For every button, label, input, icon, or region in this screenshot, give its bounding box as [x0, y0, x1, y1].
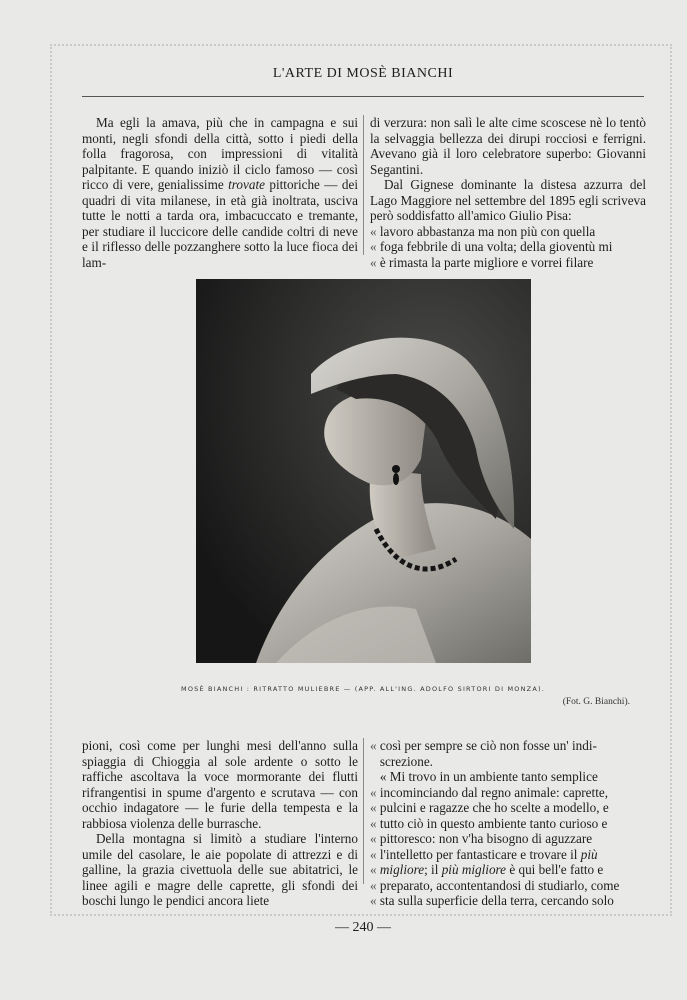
quote-line: screzione. [379, 753, 433, 769]
top-right-column [370, 115, 646, 270]
paragraph: Dal Gignese dominante la distesa azzurra del Lago Maggiore nel settembre del 1895 egli scriveva però soddisfatto all'amico Giulio Pisa: [370, 177, 646, 223]
quote-line: « è rimasta la parte migliore e vorrei filare [370, 254, 594, 270]
bottom-right-column [370, 738, 646, 908]
paragraph: Ma egli la amava, più che in campagna e sui monti, negli sfondi della città, sotto i piedi della folla fragorosa, con impressioni di vitalità palpitante. E quando iniziò il ciclo famoso — così ricco di vere, genialissime trovate pittoriche — dei quadri di vita milanese, in età già inoltrata, usciva tutte le notti a tarda ora, imbacuccato e tremante, per studiare il luccicore delle candide coltri di neve e il riflesso delle pozzanghere sotto la luce fioca dei lam- [82, 115, 358, 270]
quote-line: « preparato, accontentandosi di studiarlo, come [370, 877, 620, 893]
photo-credit: (Fot. G. Bianchi). [562, 697, 630, 707]
figure-caption: MOSÈ BIANCHI : RITRATTO MULIEBRE — (APP. ALL'ING. ADOLFO SIRTORI DI MONZA). [181, 685, 545, 693]
paragraph: pioni, così come per lunghi mesi dell'anno sulla spiaggia di Chioggia al sole ardente o sotto le raffiche ascoltava la voce mormorante dei flutti rifrangentisi in spume d'argento e scrutava — con occhio indagatore — le furie della tempesta e la rabbiosa violenza delle burrasche. [82, 738, 358, 831]
portrait-illustration [196, 279, 531, 663]
column-divider [363, 115, 364, 255]
quote-line: « lavoro abbastanza ma non più con quella [370, 223, 596, 239]
quote-line: « pittoresco: non v'ha bisogno di aguzzare [370, 831, 593, 846]
quote-line: « incominciando dal regno animale: caprette, [370, 784, 609, 800]
quote-line: « pulcini e ragazze che ho scelte a modello, e [370, 800, 609, 815]
header-rule [82, 96, 644, 97]
bottom-left-column [82, 738, 358, 908]
column-divider [363, 738, 364, 884]
quote-line: « l'intelletto per fantasticare e trovare il più [370, 846, 598, 862]
paragraph: Della montagna si limitò a studiare l'interno umile del casolare, le aie popolate di attrezzi e di galline, la grazia civettuola delle sue abitatrici, le linee agili e magre delle caprette, gli sfondi dei boschi lungo le pendici ancora liete [82, 831, 358, 908]
quote-line: « tutto ciò in questo ambiente tanto curioso e [370, 815, 608, 831]
quote-line: « foga febbrile di una volta; della gioventù mi [370, 239, 613, 254]
quote-line: « sta sulla superficie della terra, cercando solo [370, 893, 614, 908]
running-head: L'ARTE DI MOSÈ BIANCHI [272, 66, 454, 81]
top-left-column [82, 115, 358, 270]
portrait-photograph [196, 279, 531, 663]
paragraph: di verzura: non salì le alte cime scoscese nè lo tentò la selvaggia bellezza dei dirupi rocciosi e ferrigni. Avevano già il loro celebratore superbo: Giovanni Segantini. [370, 115, 646, 177]
page-number: — 240 — [335, 920, 391, 935]
quote-line: « Mi trovo in un ambiente tanto semplice [379, 769, 598, 784]
quote-line: « migliore; il più migliore è qui bell'e fatto e [370, 862, 604, 877]
quote-line: « così per sempre se ciò non fosse un' indi- [370, 738, 597, 753]
